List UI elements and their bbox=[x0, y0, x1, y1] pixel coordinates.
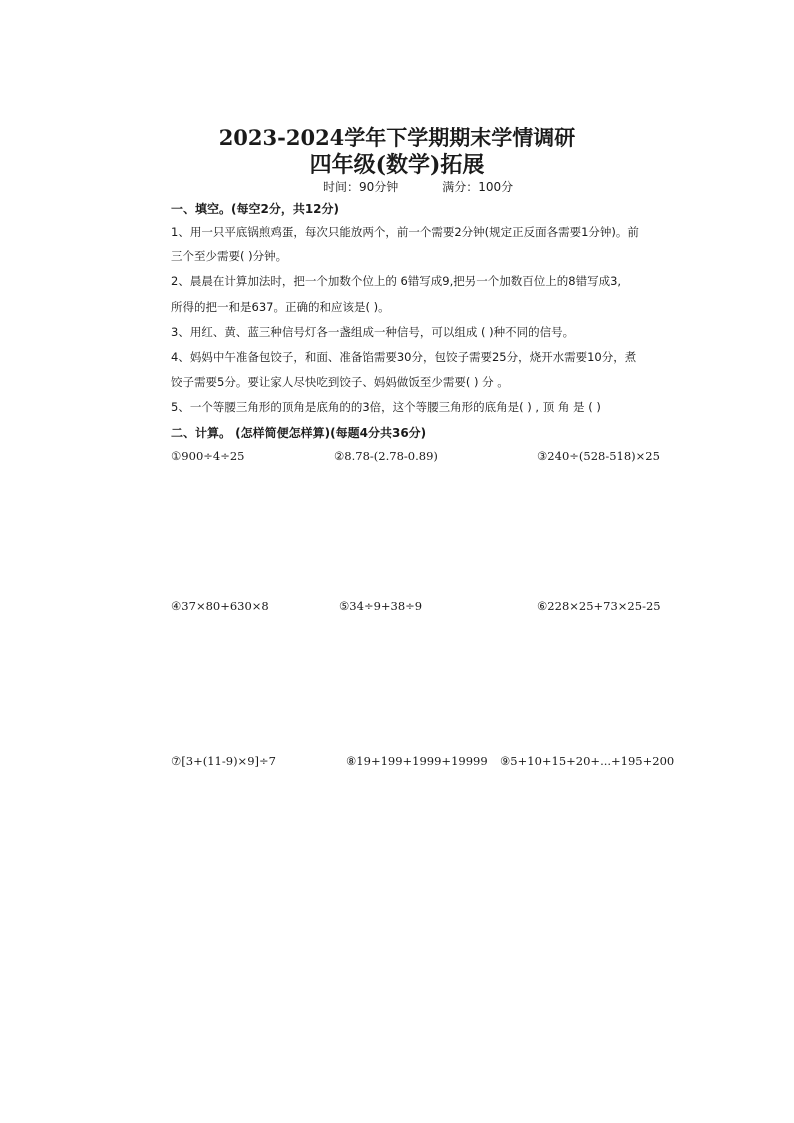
question-2-line-1: 2、晨晨在计算加法时，把一个加数个位上的 6错写成9,把另一个加数百位上的8错写成3, bbox=[171, 274, 622, 288]
exam-meta bbox=[323, 178, 513, 195]
exam-title: 2023-2024学年下学期期末学情调研 bbox=[218, 125, 576, 150]
question-4-line-1: 4、妈妈中午准备包饺子，和面、准备馅需要30分，包饺子需要25分，烧开水需要10分，煮 bbox=[171, 350, 637, 364]
section2-heading: 二、计算。 (怎样简便怎样算)(每题4分共36分) bbox=[171, 426, 427, 440]
calc-problem-3: ③240÷(528-518)×25 bbox=[537, 449, 660, 463]
calc-problem-8: ⑧19+199+1999+19999 bbox=[346, 754, 488, 768]
exam-time: 时间：90分钟 bbox=[323, 180, 399, 194]
question-1-line-1: 1、用一只平底锅煎鸡蛋，每次只能放两个，前一个需要2分钟(规定正反面各需要1分钟)。前 bbox=[171, 225, 639, 239]
question-5: 5、一个等腰三角形的顶角是底角的的3倍，这个等腰三角形的底角是( ) , 顶 角 是 ( ) bbox=[171, 400, 601, 414]
section1-heading: 一、填空。(每空2分，共12分) bbox=[171, 202, 340, 216]
question-2-line-2: 所得的把一和是637。正确的和应该是( )。 bbox=[171, 300, 390, 314]
question-4-line-2: 饺子需要5分。要让家人尽快吃到饺子、妈妈做饭至少需要( ) 分 。 bbox=[171, 375, 509, 389]
calc-problem-5: ⑤34÷9+38÷9 bbox=[339, 599, 423, 613]
question-1-line-2: 三个至少需要( )分钟。 bbox=[171, 249, 288, 263]
exam-score: 满分：100分 bbox=[442, 180, 514, 194]
calc-problem-4: ④37×80+630×8 bbox=[171, 599, 269, 613]
calc-problem-1: ①900÷4÷25 bbox=[171, 449, 245, 463]
question-3: 3、用红、黄、蓝三种信号灯各一盏组成一种信号，可以组成 ( )种不同的信号。 bbox=[171, 325, 575, 339]
calc-problem-2: ②8.78-(2.78-0.89) bbox=[334, 449, 438, 463]
calc-problem-6: ⑥228×25+73×25-25 bbox=[537, 599, 661, 613]
calc-problem-7: ⑦[3+(11-9)×9]÷7 bbox=[171, 754, 276, 768]
calc-problem-9: ⑨5+10+15+20+...+195+200 bbox=[500, 754, 675, 768]
exam-subtitle: 四年级(数学)拓展 bbox=[309, 152, 485, 178]
